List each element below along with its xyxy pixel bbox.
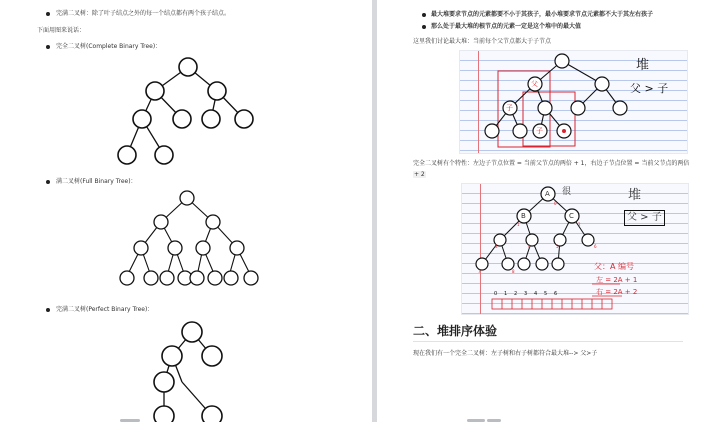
array-index-label: 0 [494, 291, 498, 297]
perfect-tree-label: 完满二叉树(Perfect Binary Tree)： [56, 306, 154, 313]
bullet-dot [422, 25, 426, 29]
array-index-label: 4 [534, 291, 538, 297]
complete-tree-label: 完全二叉树(Complete Binary Tree)： [56, 43, 162, 50]
bullet-dot [422, 13, 426, 17]
perfect-binary-tree-diagram [142, 320, 262, 422]
node-index-label: 2 [578, 222, 581, 227]
node-index-label: 4 [528, 244, 531, 249]
node-index-label: 0 [554, 201, 557, 206]
tree-node [155, 146, 173, 164]
intro-text: 下面用图来说话： [37, 27, 86, 34]
tree-node [202, 110, 220, 128]
note1-child-label: 子 [506, 104, 513, 112]
tree-node [146, 82, 164, 100]
note2-root-label: A [545, 190, 550, 198]
max-heap-discussion: 这里我们讨论最大堆：当前每个父节点都大于子节点 [413, 38, 552, 45]
note2-rule: 父 > 子 [624, 210, 665, 226]
array-index-label: 1 [504, 291, 508, 297]
right-page [377, 0, 720, 422]
section-divider [413, 341, 683, 342]
note1-rule: 父 > 子 [630, 82, 669, 95]
bullet-dot [46, 180, 50, 184]
note2-heap-title: 堆 [628, 188, 642, 203]
full-tree-label: 满二叉树(Full Binary Tree)： [56, 178, 137, 185]
array-index-label: 3 [524, 291, 528, 297]
note2-array-indices [492, 290, 572, 298]
bullet-dot [46, 308, 50, 312]
complete-binary-tree-diagram [112, 55, 272, 170]
node-index-label: 8 [512, 269, 515, 274]
heap-rule-bullet: 最大堆要求节点的元素都要不小于其孩子，最小堆要求节点元素都不大于其左右孩子 [431, 11, 654, 18]
tree-node [179, 58, 197, 76]
tree-property-text-cont: + 2 [414, 171, 425, 178]
note2-node-indices [462, 184, 688, 284]
note2-small-mark: 很 [562, 187, 572, 197]
note2-left-formula: 左 = 2A + 1 [596, 276, 638, 284]
note2-right-label: C [569, 212, 574, 220]
note1-child-label: 子 [536, 127, 543, 135]
full-tree-definition: 完满二叉树：除了叶子结点之外的每一个结点都有两个孩子结点。 [56, 10, 231, 17]
node-index-label: 1 [517, 222, 520, 227]
array-index-label: 6 [554, 291, 558, 297]
tree-node [173, 110, 191, 128]
tree-node [133, 110, 151, 128]
full-binary-tree-diagram [107, 190, 267, 295]
array-index-label: 2 [514, 291, 518, 297]
node-index-label: 7 [478, 269, 481, 274]
node-index-label: 6 [594, 244, 597, 249]
tree-node [235, 110, 253, 128]
node-index-label: 5 [556, 244, 559, 249]
note1-parent-label: 父 [531, 80, 538, 88]
note2-index-text: 父：A 编号 [594, 262, 635, 271]
tree-property-text: 完全二叉树有个特性：左边子节点位置 = 当前父节点的两倍 + 1，右边子节点位置 = 当前父节点的两倍 [413, 160, 690, 167]
bullet-dot [46, 12, 50, 16]
bullet-dot [46, 45, 50, 49]
heap-note-image-2 [461, 183, 689, 315]
tree-node [208, 82, 226, 100]
node-index-label: 3 [495, 244, 498, 249]
max-heap-root-bullet: 那么处于最大堆的根节点的元素一定是这个堆中的最大值 [431, 23, 582, 30]
note1-heap-title: 堆 [636, 58, 650, 73]
section-title: 二、堆排序体验 [413, 324, 498, 338]
tree-node [118, 146, 136, 164]
final-paragraph: 现在我们有一个完全二叉树：左子树和右子树都符合最大堆--> 父>子 [413, 350, 598, 357]
array-index-label: 5 [544, 291, 548, 297]
note2-right-formula: 右 = 2A + 2 [596, 288, 638, 296]
heap-note-image-1 [459, 50, 688, 154]
note2-left-label: B [521, 212, 526, 220]
